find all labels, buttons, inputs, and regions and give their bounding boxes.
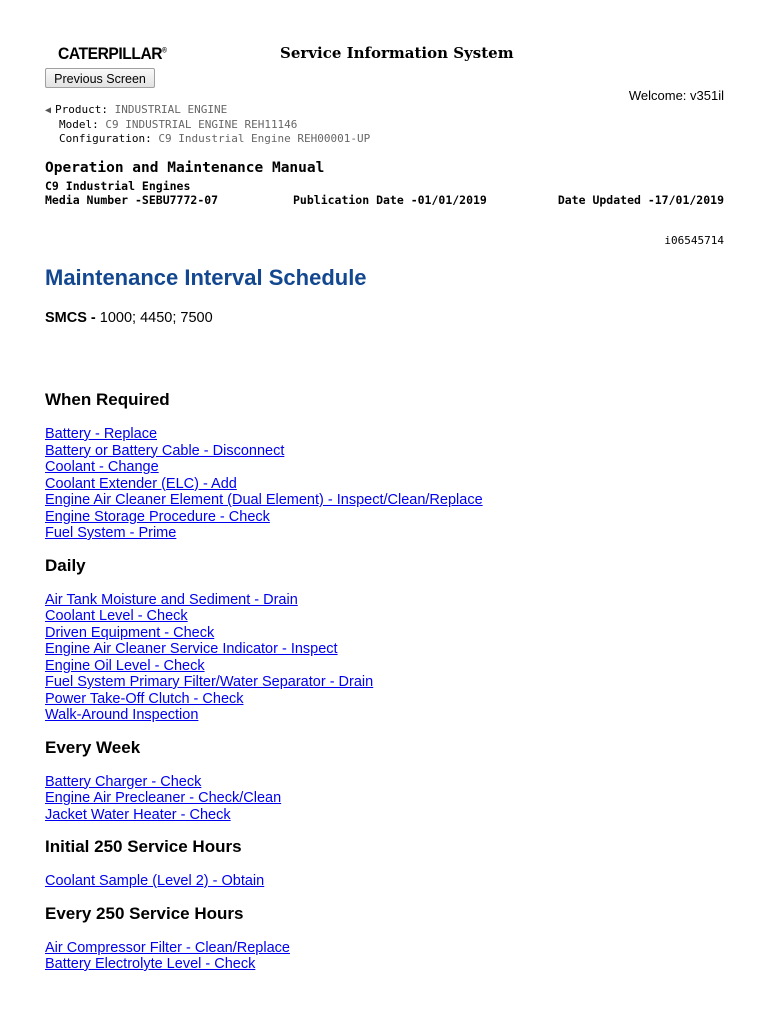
- maintenance-link[interactable]: Engine Air Cleaner Service Indicator - Inspect: [45, 641, 338, 657]
- product-label: Product:: [55, 103, 109, 116]
- maintenance-link[interactable]: Coolant - Change: [45, 459, 159, 475]
- list-item: [45, 443, 735, 460]
- list-item: [45, 790, 735, 807]
- maintenance-link[interactable]: Air Tank Moisture and Sediment - Drain: [45, 591, 298, 608]
- list-item: [45, 476, 735, 493]
- maintenance-link[interactable]: Engine Air Cleaner Element (Dual Element) - Inspect/Clean/Replace: [45, 492, 483, 508]
- list-item: [45, 940, 735, 957]
- document-id: i06545714: [664, 234, 724, 247]
- product-info: [45, 103, 370, 146]
- maintenance-link[interactable]: Battery Charger - Check: [45, 773, 202, 790]
- list-item: [45, 426, 735, 443]
- media-number: Media Number -SEBU7772-07: [45, 193, 219, 207]
- section-link-list: [45, 774, 735, 824]
- section-heading: Daily: [45, 555, 86, 575]
- maintenance-link[interactable]: Fuel System - Prime: [45, 525, 177, 541]
- previous-screen-button[interactable]: Previous Screen: [45, 68, 155, 88]
- list-item: [45, 608, 735, 625]
- welcome-text: Welcome: v351il: [628, 88, 724, 103]
- section-link-list: [45, 873, 735, 890]
- list-item: [45, 691, 735, 708]
- section-link-list: [45, 426, 735, 542]
- section-heading: Every Week: [45, 737, 141, 757]
- list-item: [45, 807, 735, 824]
- date-updated: Date Updated -17/01/2019: [557, 193, 724, 207]
- maintenance-link[interactable]: Coolant Sample (Level 2) - Obtain: [45, 873, 265, 889]
- publication-date: Publication Date -01/01/2019: [293, 193, 487, 207]
- maintenance-link[interactable]: Battery Electrolyte Level - Check: [45, 956, 256, 972]
- maintenance-link[interactable]: Coolant Level - Check: [45, 608, 188, 624]
- list-item: [45, 658, 735, 675]
- list-item: [45, 509, 735, 526]
- list-item: [45, 641, 735, 658]
- section-link-list: [45, 592, 735, 724]
- list-item: [45, 674, 735, 691]
- smcs-codes: [45, 310, 213, 326]
- list-item: [45, 873, 735, 890]
- config-value: C9 Industrial Engine REH00001-UP: [158, 132, 371, 145]
- collapse-arrow-icon[interactable]: ◀: [45, 105, 52, 116]
- maintenance-link[interactable]: Battery or Battery Cable - Disconnect: [45, 442, 285, 459]
- maintenance-link[interactable]: Engine Storage Procedure - Check: [45, 508, 270, 525]
- model-label: Model:: [59, 118, 99, 131]
- section-link-list: [45, 940, 735, 973]
- list-item: [45, 492, 735, 509]
- maintenance-link[interactable]: Air Compressor Filter - Clean/Replace: [45, 939, 290, 956]
- page-title: Maintenance Interval Schedule: [45, 265, 367, 290]
- interval-sections: [45, 390, 735, 987]
- section-heading: When Required: [45, 390, 170, 409]
- maintenance-link[interactable]: Walk-Around Inspection: [45, 707, 199, 723]
- maintenance-link[interactable]: Power Take-Off Clutch - Check: [45, 690, 244, 707]
- maintenance-link[interactable]: Driven Equipment - Check: [45, 624, 215, 641]
- list-item: [45, 774, 735, 791]
- list-item: [45, 592, 735, 609]
- maintenance-link[interactable]: Jacket Water Heater - Check: [45, 806, 231, 823]
- smcs-value: 1000; 4450; 7500: [99, 310, 213, 326]
- model-value: C9 INDUSTRIAL ENGINE REH11146: [105, 118, 298, 131]
- list-item: [45, 707, 735, 724]
- maintenance-link[interactable]: Engine Oil Level - Check: [45, 657, 205, 674]
- config-label: Configuration:: [59, 132, 152, 145]
- maintenance-link[interactable]: Fuel System Primary Filter/Water Separator - Drain: [45, 674, 374, 690]
- caterpillar-logo: CATERPILLAR®: [58, 44, 167, 63]
- system-title: Service Information System: [280, 44, 514, 62]
- maintenance-link[interactable]: Battery - Replace: [45, 426, 158, 442]
- product-value: INDUSTRIAL ENGINE: [114, 103, 228, 116]
- manual-subtitle: C9 Industrial Engines: [45, 179, 191, 193]
- section-heading: Every 250 Service Hours: [45, 903, 244, 923]
- section-heading: Initial 250 Service Hours: [45, 837, 242, 856]
- list-item: [45, 956, 735, 973]
- list-item: [45, 625, 735, 642]
- list-item: [45, 459, 735, 476]
- smcs-label: SMCS -: [45, 310, 96, 326]
- maintenance-link[interactable]: Engine Air Precleaner - Check/Clean: [45, 790, 282, 806]
- manual-title: Operation and Maintenance Manual: [45, 160, 325, 176]
- list-item: [45, 525, 735, 542]
- maintenance-link[interactable]: Coolant Extender (ELC) - Add: [45, 475, 237, 492]
